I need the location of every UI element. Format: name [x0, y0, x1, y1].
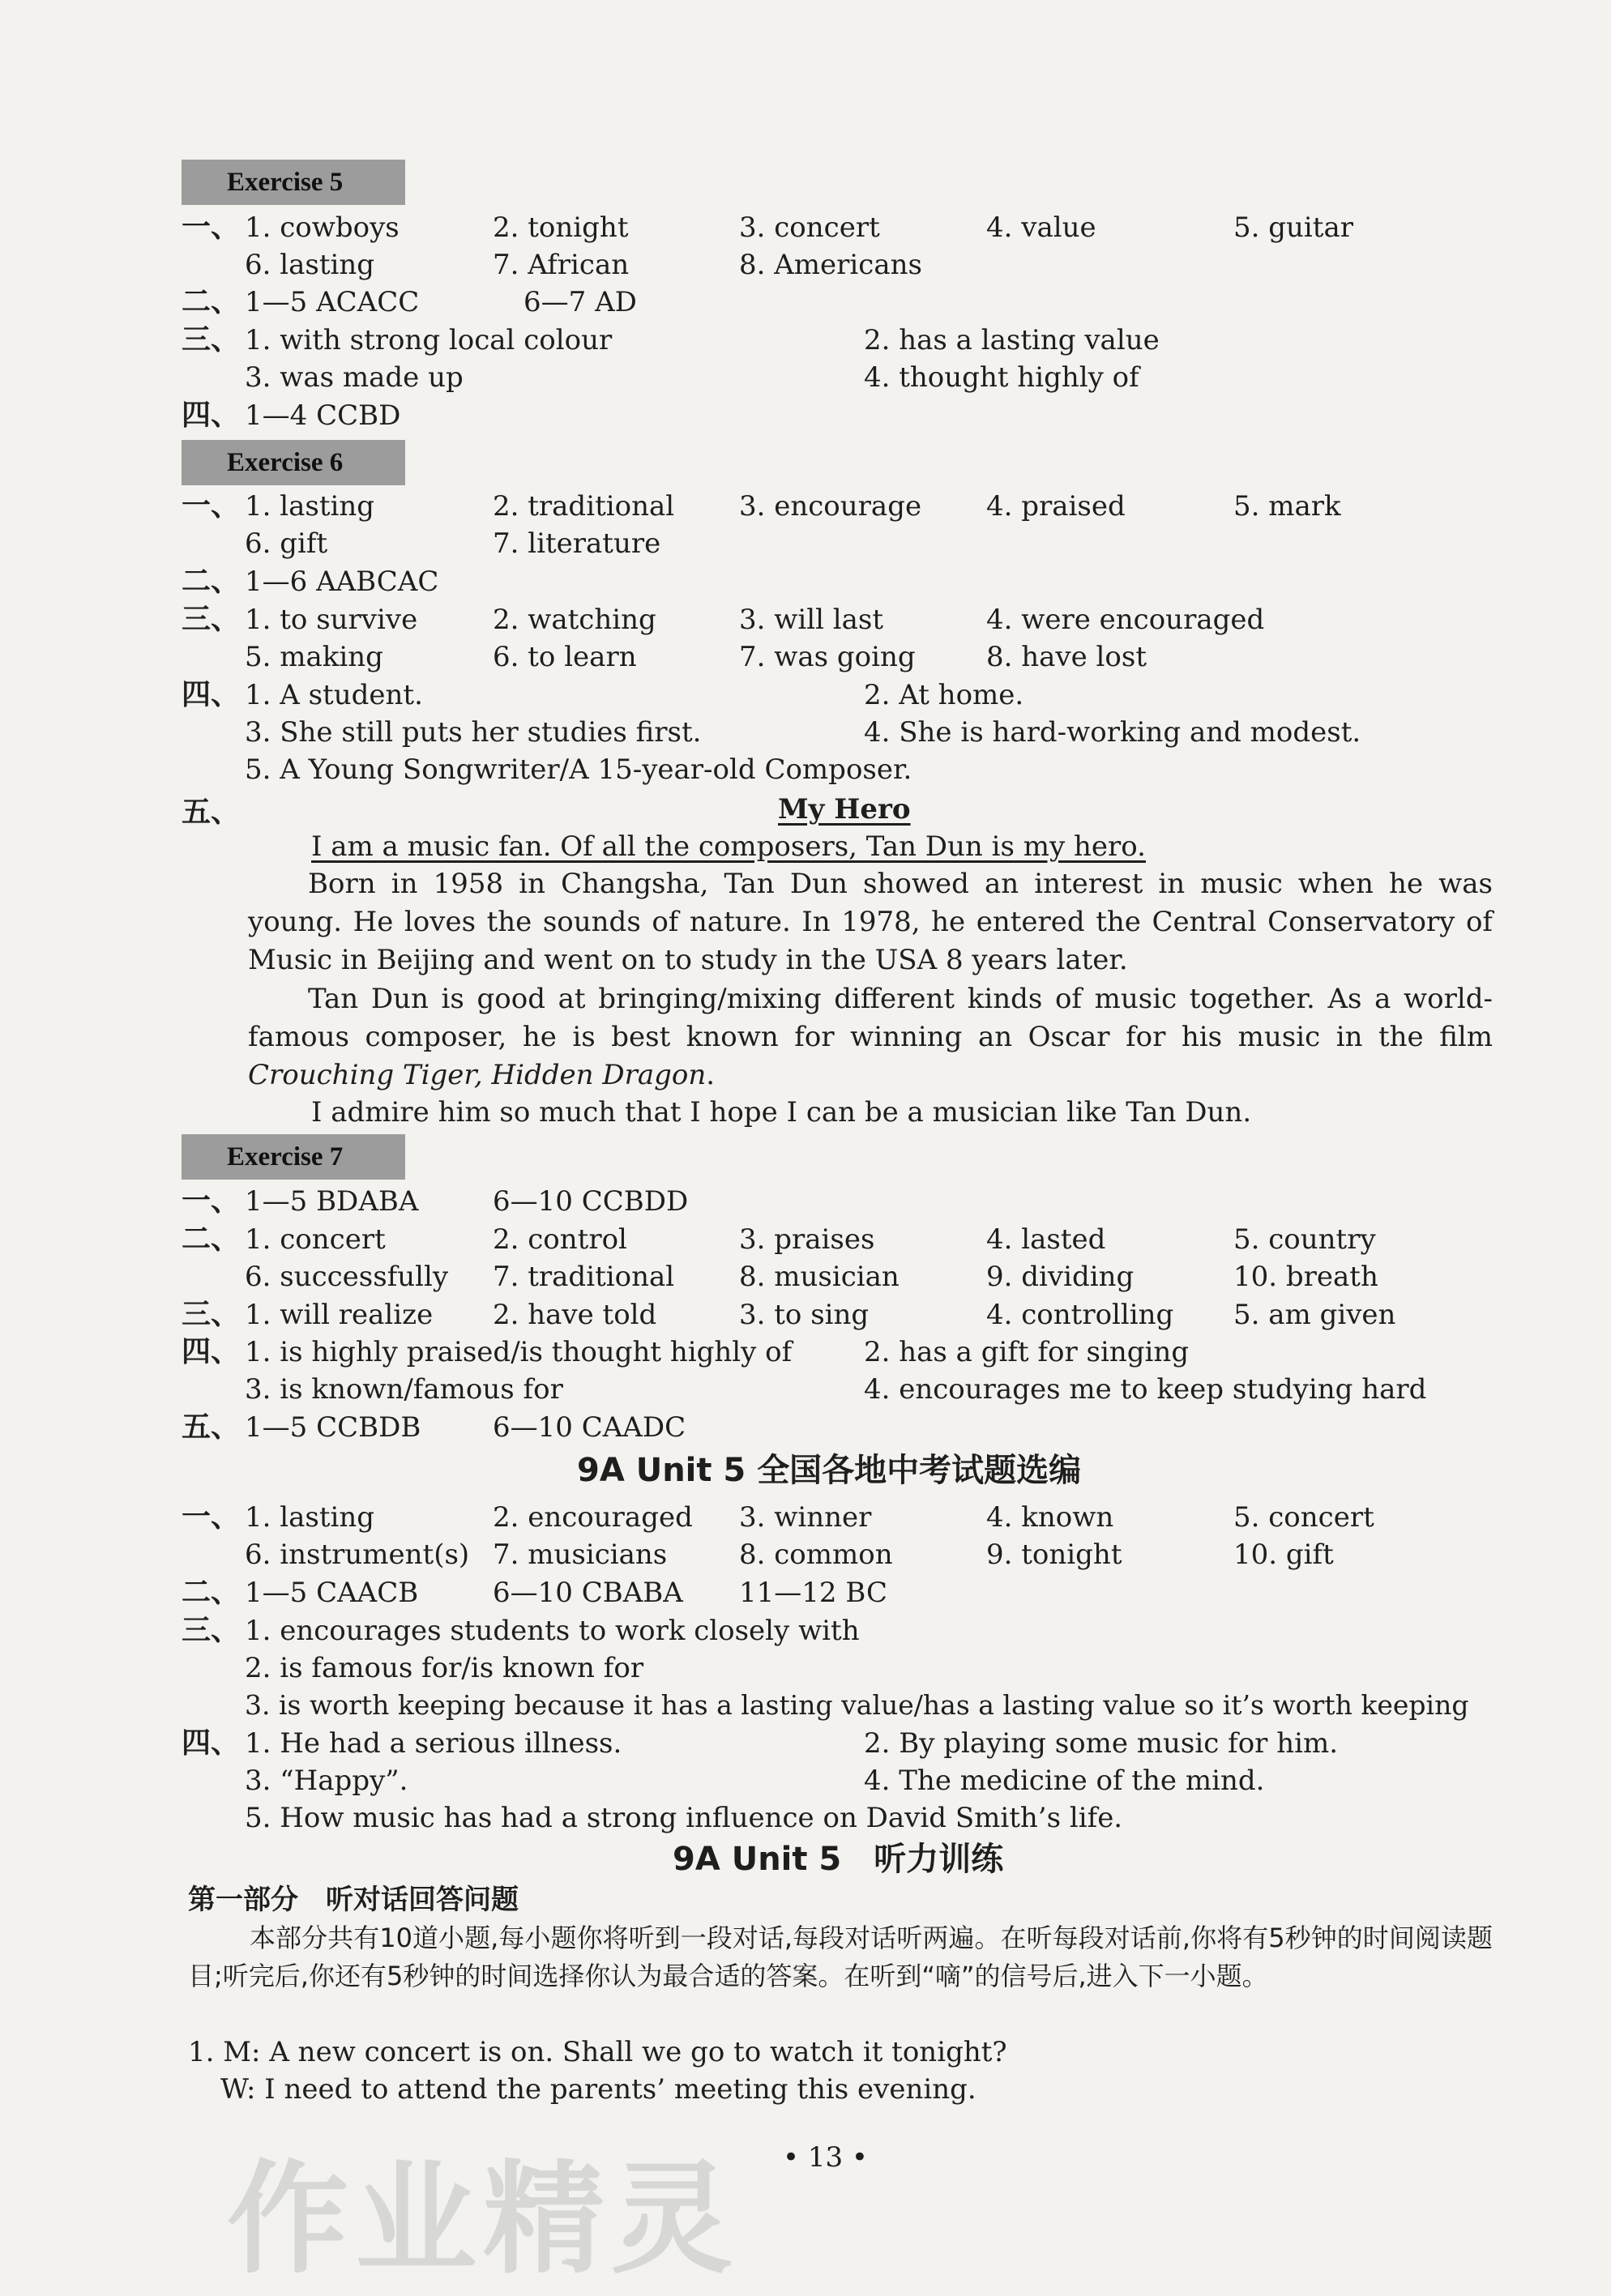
answer-item: 3. will last	[739, 604, 884, 636]
answer-item: 4. controlling	[986, 1299, 1174, 1331]
section-label: 三、	[182, 1298, 241, 1331]
essay-paragraph: I admire him so much that I hope I can be a musician like Tan Dun.	[311, 1096, 1252, 1129]
answer-item: 1—5 CCBDB	[245, 1411, 421, 1444]
answer-item: 6. instrument(s)	[245, 1538, 470, 1571]
essay-title: My Hero	[778, 793, 911, 826]
answer-item: 2. has a gift for singing	[864, 1336, 1190, 1368]
watermark: 作业精灵	[227, 2149, 740, 2290]
answer-item: 2. is famous for/is known for	[245, 1652, 644, 1684]
dialogue-line: W: I need to attend the parents’ meeting this evening.	[220, 2073, 976, 2106]
section-label: 四、	[182, 1726, 241, 1760]
answer-item: 5. country	[1233, 1223, 1376, 1256]
answer-item: 6. lasting	[245, 249, 375, 281]
answer-item: 2. By playing some music for him.	[864, 1727, 1339, 1760]
answer-item: 1. with strong local colour	[245, 324, 613, 356]
answer-item: 3. is worth keeping because it has a lasting value/has a lasting value so it’s worth keeping	[245, 1689, 1469, 1721]
section-label: 三、	[182, 603, 241, 636]
answer-item: 2. tonight	[493, 211, 629, 244]
answer-item: 11—12 BC	[739, 1577, 887, 1609]
dialogue-line: 1. M: A new concert is on. Shall we go to watch it tonight?	[188, 2036, 1007, 2068]
section-label: 二、	[182, 565, 241, 598]
answer-item: 1. encourages students to work closely with	[245, 1615, 860, 1647]
answer-item: 2. traditional	[493, 490, 675, 523]
answer-item: 4. known	[986, 1501, 1114, 1534]
answer-item: 8. common	[739, 1538, 893, 1571]
exercise-7-badge: Exercise 7	[182, 1134, 405, 1180]
answer-item: 2. encouraged	[493, 1501, 693, 1534]
answer-item: 7. traditional	[493, 1261, 675, 1293]
answer-item: 5. mark	[1233, 490, 1341, 523]
answer-item: 7. African	[493, 249, 630, 281]
section-label: 四、	[182, 399, 241, 432]
answer-item: 3. “Happy”.	[245, 1765, 408, 1797]
answer-item: 1. lasting	[245, 1501, 375, 1534]
answer-item: 3. was made up	[245, 361, 464, 394]
essay-paragraph: I am a music fan. Of all the composers, Tan Dun is my hero.	[311, 830, 1146, 863]
exercise-5-badge: Exercise 5	[182, 160, 405, 205]
section-label: 五、	[182, 796, 241, 829]
section-label: 一、	[182, 211, 241, 244]
section-label: 四、	[182, 1335, 241, 1368]
answer-item: 3. concert	[739, 211, 880, 244]
answer-item: 8. Americans	[739, 249, 922, 281]
answer-item: 9. dividing	[986, 1261, 1135, 1293]
answer-item: 9. tonight	[986, 1538, 1122, 1571]
answer-item: 6—10 CBABA	[493, 1577, 683, 1609]
section-label: 三、	[182, 323, 241, 356]
answer-item: 4. She is hard-working and modest.	[864, 716, 1361, 749]
section-label: 一、	[182, 1500, 241, 1534]
answer-item: 1. concert	[245, 1223, 386, 1256]
essay-paragraph: Born in 1958 in Changsha, Tan Dun showed an interest in music when he was young. He loves the sounds of nature. In 1978, he entered the Central Conservatory of Music in Beijing and went on to study in the USA 8 years later.	[248, 868, 1493, 976]
section-heading: 9A Unit 5 全国各地中考试题选编	[577, 1452, 1082, 1489]
section-label: 二、	[182, 1223, 241, 1256]
answer-item: 6—10 CAADC	[493, 1411, 686, 1444]
answer-item: 8. have lost	[986, 641, 1147, 673]
answer-item: 5. making	[245, 641, 383, 673]
page-number: • 13 •	[783, 2141, 868, 2174]
answer-item: 1. A student.	[245, 679, 423, 711]
answer-item: 6—10 CCBDD	[493, 1185, 689, 1218]
answer-item: 1—4 CCBD	[245, 399, 401, 432]
answer-item: 1—5 ACACC	[245, 286, 420, 318]
answer-item: 4. value	[986, 211, 1096, 244]
answer-item: 1—5 BDABA	[245, 1185, 419, 1218]
answer-item: 2. has a lasting value	[864, 324, 1160, 356]
answer-item: 5. A Young Songwriter/A 15-year-old Composer.	[245, 753, 912, 786]
answer-item: 3. to sing	[739, 1299, 870, 1331]
answer-item: 3. is known/famous for	[245, 1373, 563, 1406]
answer-item: 10. gift	[1233, 1538, 1334, 1571]
answer-item: 1. to survive	[245, 604, 418, 636]
answer-item: 4. The medicine of the mind.	[864, 1765, 1265, 1797]
exercise-6-badge: Exercise 6	[182, 440, 405, 485]
answer-item: 4. thought highly of	[864, 361, 1139, 394]
section-label: 三、	[182, 1614, 241, 1647]
answer-item: 4. encourages me to keep studying hard	[864, 1373, 1427, 1406]
answer-item: 1—6 AABCAC	[245, 565, 439, 598]
answer-item: 4. praised	[986, 490, 1126, 523]
section-label: 一、	[182, 489, 241, 523]
answer-item: 4. were encouraged	[986, 604, 1265, 636]
answer-item: 8. musician	[739, 1261, 900, 1293]
answer-item: 2. At home.	[864, 679, 1024, 711]
answer-item: 7. literature	[493, 527, 661, 560]
answer-item: 1. is highly praised/is thought highly of	[245, 1336, 793, 1368]
answer-item: 6—7 AD	[523, 286, 637, 318]
answer-item: 3. praises	[739, 1223, 875, 1256]
answer-item: 5. How music has had a strong influence on David Smith’s life.	[245, 1802, 1123, 1834]
answer-item: 2. watching	[493, 604, 656, 636]
instructions: 本部分共有10道小题,每小题你将听到一段对话,每段对话听两遍。在听每段对话前,你将有5秒钟的时间阅读题目;听完后,你还有5秒钟的时间选择你认为最合适的答案。在听到“嘀”的信号后,进入下一小题。	[188, 1923, 1493, 1991]
section-label: 四、	[182, 678, 241, 711]
answer-item: 3. She still puts her studies first.	[245, 716, 702, 749]
answer-item: 2. have told	[493, 1299, 657, 1331]
section-heading: 9A Unit 5 听力训练	[673, 1841, 1004, 1878]
answer-item: 6. gift	[245, 527, 328, 560]
answer-item: 2. control	[493, 1223, 627, 1256]
answer-item: 7. was going	[739, 641, 916, 673]
answer-item: 3. encourage	[739, 490, 922, 523]
answer-item: 6. successfully	[245, 1261, 449, 1293]
essay-paragraph: Tan Dun is good at bringing/mixing different kinds of music together. As a world-famous composer, he is best known for winning an Oscar for his music in the film Crouching Tiger, Hidden Dragon.	[248, 983, 1493, 1091]
answer-item: 1. cowboys	[245, 211, 400, 244]
answer-item: 5. concert	[1233, 1501, 1374, 1534]
part-heading: 第一部分 听对话回答问题	[188, 1884, 519, 1916]
answer-item: 1—5 CAACB	[245, 1577, 419, 1609]
answer-item: 5. am given	[1233, 1299, 1396, 1331]
section-label: 二、	[182, 285, 241, 318]
answer-item: 5. guitar	[1233, 211, 1353, 244]
answer-item: 6. to learn	[493, 641, 637, 673]
section-label: 二、	[182, 1576, 241, 1609]
answer-item: 1. will realize	[245, 1299, 434, 1331]
answer-item: 7. musicians	[493, 1538, 668, 1571]
answer-item: 4. lasted	[986, 1223, 1106, 1256]
answer-item: 3. winner	[739, 1501, 872, 1534]
answer-item: 1. lasting	[245, 490, 375, 523]
section-label: 五、	[182, 1410, 241, 1444]
answer-item: 1. He had a serious illness.	[245, 1727, 622, 1760]
film-title: Crouching Tiger, Hidden Dragon	[248, 1059, 707, 1091]
answer-item: 10. breath	[1233, 1261, 1378, 1293]
section-label: 一、	[182, 1184, 241, 1218]
